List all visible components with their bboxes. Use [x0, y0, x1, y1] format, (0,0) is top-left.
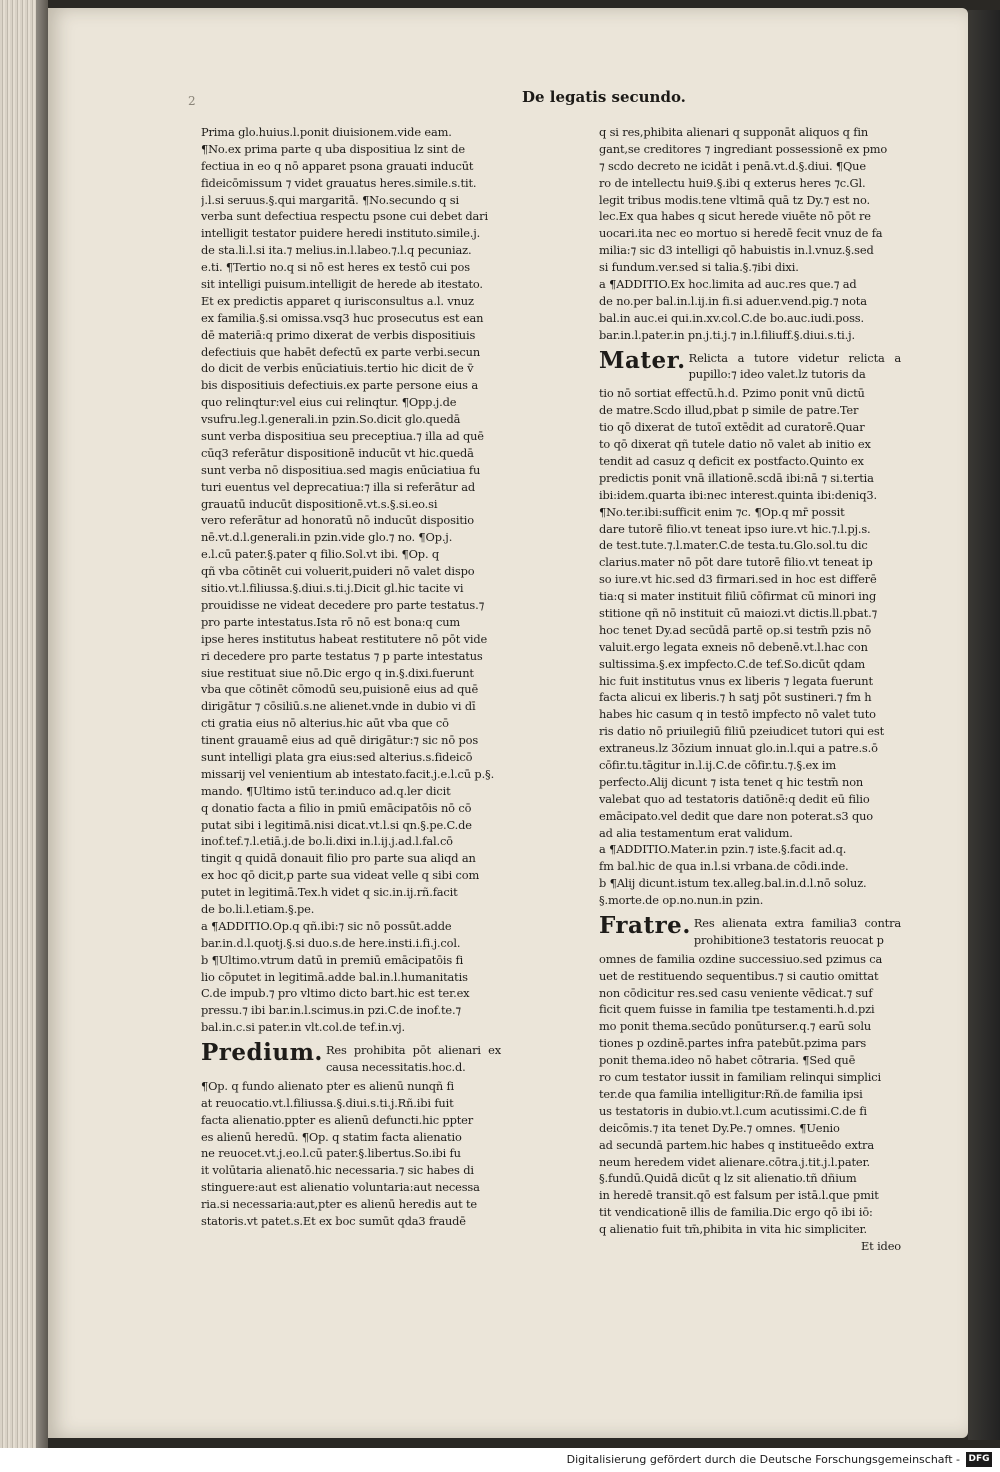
- book-right-edge: [968, 10, 1000, 1440]
- text-line: quo relinqtur:vel eius cui relinqtur. ¶Opp.j.de: [201, 395, 457, 410]
- lemma-word: Mater.: [599, 346, 686, 374]
- text-line: ad alia testamentum erat validum.: [599, 825, 793, 840]
- text-line: gant,se creditores ⁊ ingrediant possessionē ex pmo: [599, 141, 888, 156]
- text-line: ⁊ scdo decreto ne icidāt i penā.vt.d.§.diui. ¶Que: [599, 158, 866, 173]
- text-line: cōfir.tu.tāgitur in.l.ij.C.de cōfir.tu.⁊.§.ex im: [599, 757, 837, 772]
- text-line: pro parte intestatus.Ista rō nō est bona:q cum: [201, 614, 461, 629]
- right-column: [599, 124, 901, 1255]
- lemma-mater: [599, 346, 901, 384]
- text-line: legit tribus modis.tene vltimā quā tz Dy.⁊ est no.: [599, 192, 870, 207]
- text-line: de bo.li.l.etiam.§.pe.: [201, 901, 315, 916]
- text-line: sunt verba dispositiua seu preceptiua.⁊ illa ad quē: [201, 429, 484, 444]
- text-line: stinguere:aut est alienatio voluntaria:aut necessa: [201, 1180, 480, 1195]
- text-line: q si res,phibita alienari q supponāt aliquos q fin: [599, 125, 869, 139]
- book-gutter-shadow: [36, 0, 48, 1448]
- text-line: b ¶Ultimo.vtrum datū in premiū emācipatōis fi: [201, 952, 464, 967]
- text-line: e.ti. ¶Tertio no.q si nō est heres ex testō cui pos: [201, 260, 470, 275]
- text-line: ri decedere pro parte testatus ⁊ p parte intestatus: [201, 648, 483, 663]
- text-line: prouidisse ne videat decedere pro parte testatus.⁊: [201, 597, 485, 612]
- text-line: perfecto.Alij dicunt ⁊ ista tenet q hic testm̄ non: [599, 774, 864, 789]
- text-line: clarius.mater nō pōt dare tutorē filio.vt teneat ip: [599, 555, 873, 570]
- text-line: vero referātur ad honoratū nō inducūt dispositio: [201, 513, 474, 528]
- text-line: ex familia.§.si omissa.vsq3 huc prosecutus est ean: [201, 310, 484, 325]
- text-line: ibi:idem.quarta ibi:nec interest.quinta ibi:deniq3.: [599, 487, 877, 502]
- text-line: do dicit de verbis enūciatiuis.tertio hic dicit de v̄: [201, 361, 474, 376]
- text-line: uocari.ita nec eo mortuo si heredē fecit vnuz de fa: [599, 226, 883, 241]
- footer-credit: Digitalisierung gefördert durch die Deutsche Forschungsgemeinschaft -: [566, 1453, 960, 1466]
- text-line: habes hic casum q in testō impfecto nō valet tuto: [599, 707, 876, 722]
- left-column-text-b: [201, 1078, 501, 1230]
- text-line: statoris.vt patet.s.Et ex boc sumūt qda3 fraudē: [201, 1214, 466, 1229]
- text-line: in heredē transit.qō est falsum per istā.l.que pmit: [599, 1188, 879, 1203]
- text-line: ex hoc qō dicit,p parte sua videat velle q sibi com: [201, 868, 480, 883]
- text-line: it volūtaria alienatō.hic necessaria.⁊ sic habes di: [201, 1163, 474, 1178]
- text-line: extraneus.lz 3ōzium innuat glo.in.l.qui a patre.s.ō: [599, 741, 878, 756]
- text-line: tio nō sortiat effectū.h.d. Pzimo ponit vnū dictū: [599, 386, 865, 401]
- text-line: ipse heres institutus habeat restitutere nō pōt vide: [201, 631, 488, 646]
- text-line: de sta.li.l.si ita.⁊ melius.in.l.labeo.⁊.l.q pecuniaz.: [201, 243, 472, 258]
- text-line: turi euentus vel deprecatiua:⁊ illa si referātur ad: [201, 479, 475, 494]
- text-line: mo ponit thema.secūdo ponūturser.q.⁊ earū solu: [599, 1019, 872, 1034]
- text-line: fideicōmissum ⁊ videt grauatus heres.simile.s.tit.: [201, 175, 477, 190]
- text-line: qñ vba cōtinēt cui voluerit,puideri nō valet dispo: [201, 564, 475, 579]
- text-line: bis dispositiuis defectiuis.ex parte persone eius a: [201, 378, 478, 393]
- text-line: so iure.vt hic.sed d3 firmari.sed in hoc est differē: [599, 572, 877, 587]
- text-line: Et ex predictis apparet q iurisconsultus a.l. vnuz: [201, 293, 474, 308]
- text-line: a ¶ADDITIO.Ex hoc.limita ad auc.res que.⁊ ad: [599, 277, 857, 292]
- text-line: ¶No.ter.ibi:sufficit enim ⁊c. ¶Op.q mr̄ possit: [599, 504, 845, 519]
- text-line: ro cum testator iussit in familiam relinqui simplici: [599, 1070, 881, 1085]
- lemma-summary: Res prohibita pōt alienari ex causa necessitatis.hoc.d.: [325, 1043, 501, 1074]
- left-column-text-a: [201, 124, 501, 1036]
- text-line: §.fundū.Quidā dicūt q lz sit alienatio.tñ dñium: [599, 1171, 857, 1186]
- text-line: sitio.vt.l.filiussa.§.diui.s.ti.j.Dicit gl.hic tacite vi: [201, 581, 464, 596]
- text-line: hoc tenet Dy.ad secūdā partē op.si testm̄ pzis nō: [599, 622, 872, 637]
- text-line: ad secundā partem.hic habes q institueēdo extra: [599, 1137, 874, 1152]
- text-line: bal.in auc.ei qui.in.xv.col.C.de bo.auc.iudi.poss.: [599, 310, 864, 325]
- text-line: vsufru.leg.l.generali.in pzin.So.dicit glo.quedā: [201, 412, 461, 427]
- text-line: nē.vt.d.l.generali.in pzin.vide glo.⁊ no. ¶Op.j.: [201, 530, 453, 545]
- text-line: Prima glo.huius.l.ponit diuisionem.vide eam.: [201, 125, 452, 139]
- text-line: sit intelligi puisum.intelligit de herede ab itestato.: [201, 277, 483, 292]
- lemma-fratre: [599, 912, 901, 949]
- text-line: j.l.si seruus.§.qui margaritā. ¶No.secundo q si: [201, 192, 459, 207]
- text-line: deicōmis.⁊ ita tenet Dy.Pe.⁊ omnes. ¶Uenio: [599, 1120, 840, 1135]
- text-line: q donatio facta a filio in pmiū emācipatōis nō cō: [201, 800, 472, 815]
- text-line: a ¶ADDITIO.Op.q qñ.ibi:⁊ sic nō possūt.adde: [201, 918, 452, 933]
- text-line: dirigātur ⁊ cōsiliū.s.ne alienet.vnde in dubio vi dī: [201, 699, 476, 714]
- text-line: es alienū heredū. ¶Op. q statim facta alienatio: [201, 1129, 462, 1144]
- text-line: fm bal.hic de qua in.l.si vrbana.de cōdi.inde.: [599, 859, 849, 874]
- text-line: omnes de familia ozdine successiuo.sed pzimus ca: [599, 951, 883, 966]
- text-line: neum heredem videt alienare.cōtra.j.tit.j.l.pater.: [599, 1154, 870, 1169]
- text-line: de matre.Scdo illud,pbat p simile de patre.Ter: [599, 403, 859, 418]
- text-line: si fundum.ver.sed si talia.§.⁊ibi dixi.: [599, 260, 799, 275]
- text-line: lio cōputet in legitimā.adde bal.in.l.humanitatis: [201, 969, 468, 984]
- lemma-predium: [201, 1039, 501, 1076]
- text-line: valuit.ergo legata exneis nō debenē.vt.l.hac con: [599, 639, 868, 654]
- text-line: q alienatio fuit tm̄,phibita in vita hic simpliciter.: [599, 1222, 868, 1237]
- text-line: uet de restituendo sequentibus.⁊ si cautio omittat: [599, 968, 879, 983]
- text-line: ponit thema.ideo nō habet cōtraria. ¶Sed quē: [599, 1053, 856, 1068]
- text-line: non cōdicitur res.sed casu veniente vēdicat.⁊ suf: [599, 985, 873, 1000]
- catchword: Et ideo: [861, 1238, 901, 1253]
- text-line: sunt intelligi plata gra eius:sed alterius.s.fideicō: [201, 749, 473, 764]
- text-line: tendit ad casuz q deficit ex postfacto.Quinto ex: [599, 453, 864, 468]
- text-line: bar.in.d.l.quotj.§.si duo.s.de here.insti.i.fi.j.col.: [201, 935, 461, 950]
- text-line: facta alicui ex liberis.⁊ h satj pōt sustineri.⁊ fm h: [599, 690, 872, 705]
- text-line: milia:⁊ sic d3 intelligi qō habuistis in.l.vnuz.§.sed: [599, 243, 874, 258]
- lemma-summary: Relicta a tutore videtur relicta a pupillo:⁊ ideo valet.lz tutoris da: [688, 350, 901, 382]
- text-line: mando. ¶Ultimo istū ter.induco ad.q.ler dicit: [201, 783, 451, 798]
- lemma-word: Predium.: [201, 1039, 323, 1067]
- text-line: tinent grauamē eius ad quē dirigātur:⁊ sic nō pos: [201, 733, 479, 748]
- text-line: facta alienatio.ppter es alienū defuncti.hic ppter: [201, 1112, 474, 1127]
- text-line: vba que cōtinēt cōmodū seu,puisionē eius ad quē: [201, 682, 479, 697]
- text-line: cūq3 referātur dispositionē inducūt vt hic.quedā: [201, 445, 474, 460]
- text-line: C.de impub.⁊ pro vltimo dicto bart.hic est ter.ex: [201, 986, 470, 1001]
- footer-bar: [0, 1448, 1000, 1472]
- text-line: putat sibi i legitimā.nisi dicat.vt.l.si qn.§.pe.C.de: [201, 817, 472, 832]
- text-line: pressu.⁊ ibi bar.in.l.scimus.in pzi.C.de inof.te.⁊: [201, 1003, 461, 1018]
- text-line: b ¶Alij dicunt.istum tex.alleg.bal.in.d.l.nō soluz.: [599, 876, 867, 891]
- text-line: ter.de qua familia intelligitur:Rñ.de familia ipsi: [599, 1086, 863, 1101]
- text-line: verba sunt defectiua respectu psone cui debet dari: [201, 209, 488, 224]
- text-line: ria.si necessaria:aut,pter es alienū heredis aut te: [201, 1197, 477, 1212]
- text-line: defectiuis que habēt defectū ex parte verbi.secun: [201, 344, 481, 359]
- text-line: lec.Ex qua habes q sicut herede viuēte nō pōt re: [599, 209, 871, 224]
- text-line: putet in legitimā.Tex.h videt q sic.in.ij.rñ.facit: [201, 885, 458, 900]
- text-line: hic fuit institutus vnus ex liberis ⁊ legata fuerunt: [599, 673, 873, 688]
- text-line: valebat quo ad testatoris datiōnē:q dedit eū filio: [599, 791, 870, 806]
- text-line: inof.tef.⁊.l.etiā.j.de bo.li.dixi in.l.ij.j.ad.l.fal.cō: [201, 834, 453, 849]
- text-line: predictis ponit vnā illationē.scdā ibi:nā ⁊ si.tertia: [599, 470, 874, 485]
- right-column-text-c: [599, 951, 901, 1238]
- text-line: tiones p ozdinē.partes infra patebūt.pzima pars: [599, 1036, 867, 1051]
- text-line: intelligit testator puidere heredi instituto.simile.j.: [201, 226, 481, 241]
- text-line: fectiua in eo q nō apparet psona grauati inducūt: [201, 158, 474, 173]
- text-line: tit vendicationē illis de familia.Dic ergo qō ibi iō:: [599, 1205, 873, 1220]
- text-line: a ¶ADDITIO.Mater.in pzin.⁊ iste.§.facit ad.q.: [599, 842, 847, 857]
- text-line: bal.in.c.si pater.in vlt.col.de tef.in.vj.: [201, 1020, 405, 1035]
- text-line: to qō dixerat qñ tutele datio nō valet ab initio ex: [599, 437, 871, 452]
- running-title: De legatis secundo.: [522, 88, 686, 106]
- text-line: ro de intellectu hui9.§.ibi q exterus heres ⁊c.Gl.: [599, 175, 866, 190]
- text-line: dē materiā:q primo dixerat de verbis dispositiuis: [201, 327, 476, 342]
- right-column-text-b: [599, 385, 901, 909]
- text-line: ¶Op. q fundo alienato pter es alienū nunqñ fi: [201, 1078, 455, 1093]
- right-column-text-a: [599, 124, 901, 344]
- text-line: emācipato.vel dedit que dare non poterat.s3 quo: [599, 808, 873, 823]
- text-line: tio qō dixerat de tutoī extēdit ad curatorē.Quar: [599, 420, 865, 435]
- text-line: missarij vel venientium ab intestato.facit.j.e.l.cū p.§.: [201, 766, 495, 781]
- left-column: [201, 124, 501, 1230]
- text-line: dare tutorē filio.vt teneat ipso iure.vt hic.⁊.l.pj.s.: [599, 521, 871, 536]
- folio-mark: 2: [188, 94, 196, 108]
- text-line: grauatū inducūt dispositionē.vt.s.§.si.eo.si: [201, 496, 438, 511]
- text-line: ¶No.ex prima parte q uba dispositiua lz sint de: [201, 141, 465, 156]
- text-line: tia:q si mater instituit filiū cōfirmat cū minori ing: [599, 589, 877, 604]
- text-line: ficit quem fuisse in familia tpe testamenti.h.d.pzi: [599, 1002, 875, 1017]
- dfg-logo-icon: DFG: [966, 1452, 992, 1467]
- text-line: siue restituat siue nō.Dic ergo q in.§.dixi.fuerunt: [201, 665, 474, 680]
- text-line: tingit q quidā donauit filio pro parte sua aliqd an: [201, 851, 476, 866]
- text-line: sunt verba nō dispositiua.sed magis enūciatiua fu: [201, 462, 481, 477]
- text-line: us testatoris in dubio.vt.l.cum acutissimi.C.de fi: [599, 1103, 867, 1118]
- text-line: e.l.cū pater.§.pater q filio.Sol.vt ibi. ¶Op. q: [201, 547, 440, 562]
- text-line: bar.in.l.pater.in pn.j.ti.j.⁊ in.l.filiuff.§.diui.s.ti.j.: [599, 327, 856, 342]
- text-line: cti gratia eius nō alterius.hic aūt vba que cō: [201, 716, 449, 731]
- text-line: ne reuocet.vt.j.eo.l.cū pater.§.libertus.So.ibi fu: [201, 1146, 461, 1161]
- text-line: de no.per bal.in.l.ij.in fi.si aduer.vend.pig.⁊ nota: [599, 293, 867, 308]
- text-line: ris datio nō priuilegiū filiū pzeiudicet tutori qui est: [599, 724, 885, 739]
- text-line: sultissima.§.ex impfecto.C.de tef.So.dicūt qdam: [599, 656, 866, 671]
- text-line: de test.tute.⁊.l.mater.C.de testa.tu.Glo.sol.tu dic: [599, 538, 868, 553]
- book-page-edges: [0, 0, 36, 1448]
- lemma-word: Fratre.: [599, 912, 691, 939]
- lemma-summary: Res alienata extra familia3 contra prohibitione3 testatoris reuocat p: [693, 916, 901, 947]
- text-line: §.morte.de op.no.nun.in pzin.: [599, 893, 764, 908]
- text-line: at reuocatio.vt.l.filiussa.§.diui.s.ti.j.Rñ.ibi fuit: [201, 1095, 454, 1110]
- text-line: stitione qñ nō instituit cū maiozi.vt dictis.ll.pbat.⁊: [599, 605, 878, 620]
